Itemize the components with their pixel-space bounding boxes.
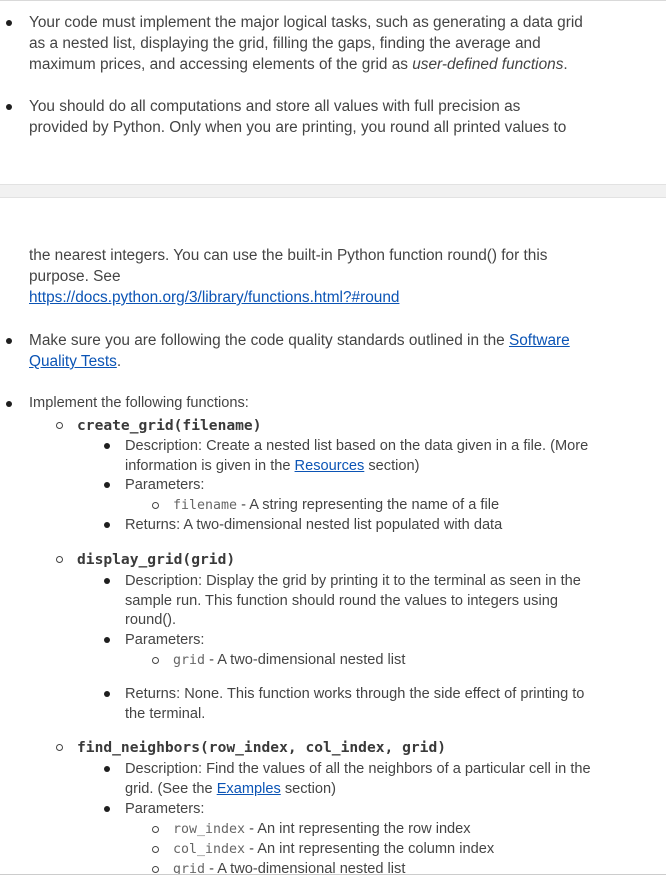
bullet-dot bbox=[104, 766, 110, 772]
param-code: row_index bbox=[173, 822, 246, 837]
period: . bbox=[116, 353, 122, 370]
bullet-dot bbox=[104, 482, 110, 488]
period: . bbox=[563, 56, 568, 73]
param-description: - A string representing the name of a file bbox=[241, 497, 500, 513]
bullet-dot bbox=[104, 443, 110, 449]
display-grid-parameters-label: Parameters: bbox=[125, 632, 205, 648]
create-grid-description bbox=[125, 437, 605, 476]
param-description: - A two-dimensional nested list bbox=[209, 861, 406, 875]
bullet-dot bbox=[6, 338, 12, 344]
resources-link[interactable]: Resources bbox=[294, 457, 365, 474]
function-name-create-grid: create_grid(filename) bbox=[77, 417, 262, 434]
sub-bullet-circle bbox=[56, 422, 63, 429]
param-code: grid bbox=[173, 653, 206, 668]
create-grid-returns: Returns: A two-dimensional nested list populated with data bbox=[125, 517, 503, 533]
bullet-1-line-3-text: maximum prices, and accessing elements of the grid as bbox=[29, 56, 408, 73]
bullet-1-line-1: Your code must implement the major logical tasks, such as generating a data grid bbox=[29, 14, 583, 31]
param-description: - An int representing the row index bbox=[249, 821, 471, 837]
param-code: filename bbox=[173, 498, 238, 513]
sub-bullet-circle bbox=[152, 826, 159, 833]
create-grid-description-line-2-end: section) bbox=[368, 457, 420, 474]
sub-bullet-circle bbox=[56, 556, 63, 563]
create-grid-parameters-label: Parameters: bbox=[125, 477, 205, 493]
bullet-3-line-1-text: Make sure you are following the code quality standards outlined in the bbox=[29, 332, 505, 349]
software-quality-tests-link-cont[interactable]: Quality Tests bbox=[29, 353, 117, 370]
bullet-2-line-3: the nearest integers. You can use the built-in Python function round() for this bbox=[29, 247, 548, 264]
display-grid-description-line-2: sample run. This function should round the values to integers using bbox=[125, 592, 558, 609]
bullet-2-line-1: You should do all computations and store all values with full precision as bbox=[29, 98, 521, 115]
function-name-find-neighbors: find_neighbors(row_index, col_index, grid) bbox=[77, 739, 447, 756]
software-quality-tests-link[interactable]: Software bbox=[508, 332, 570, 349]
bullet-1-line-2: as a nested list, displaying the grid, filling the gaps, finding the average and bbox=[29, 35, 541, 52]
display-grid-description bbox=[125, 572, 605, 631]
bullet-2-line-4: purpose. See bbox=[29, 268, 121, 285]
param-description: - A two-dimensional nested list bbox=[209, 652, 406, 668]
create-grid-description-line-1: Description: Create a nested list based on the data given in a file. (More bbox=[125, 438, 589, 454]
bullet-dot bbox=[104, 637, 110, 643]
sub-bullet-circle bbox=[152, 502, 159, 509]
bullet-2-line-2: provided by Python. Only when you are printing, you round all printed values to bbox=[29, 119, 567, 136]
bullet-dot bbox=[104, 578, 110, 584]
find-neighbors-description-line-2-end: section) bbox=[284, 780, 336, 797]
find-neighbors-param-grid bbox=[173, 860, 405, 875]
sub-bullet-circle bbox=[56, 744, 63, 751]
bullet-1-line-3 bbox=[29, 54, 605, 75]
page-break bbox=[0, 184, 666, 198]
bullet-2-text-part-1 bbox=[29, 96, 605, 138]
find-neighbors-parameters-label: Parameters: bbox=[125, 801, 205, 817]
bullet-dot bbox=[104, 691, 110, 697]
bullet-dot bbox=[6, 401, 12, 407]
bullet-2-text-part-2 bbox=[29, 245, 605, 308]
bullet-dot bbox=[6, 20, 12, 26]
sub-bullet-circle bbox=[152, 866, 159, 873]
display-grid-description-line-3: round(). bbox=[125, 612, 177, 628]
param-code: grid bbox=[173, 862, 206, 875]
param-code: col_index bbox=[173, 842, 246, 857]
function-name-display-grid: display_grid(grid) bbox=[77, 551, 236, 568]
bullet-3-text bbox=[29, 330, 605, 372]
find-neighbors-param-col-index bbox=[173, 840, 494, 860]
bullet-dot bbox=[104, 522, 110, 528]
bullet-1-text bbox=[29, 12, 605, 75]
examples-link[interactable]: Examples bbox=[216, 780, 281, 797]
bullet-dot bbox=[6, 104, 12, 110]
document-page-1 bbox=[0, 0, 666, 185]
find-neighbors-description bbox=[125, 760, 605, 799]
sub-bullet-circle bbox=[152, 657, 159, 664]
find-neighbors-description-line-1: Description: Find the values of all the neighbors of a particular cell in the bbox=[125, 761, 591, 777]
param-description: - An int representing the column index bbox=[249, 841, 495, 857]
create-grid-description-line-2: information is given in the bbox=[125, 457, 291, 474]
bullet-4-intro: Implement the following functions: bbox=[29, 395, 249, 411]
find-neighbors-param-row-index bbox=[173, 820, 471, 840]
display-grid-returns bbox=[125, 685, 605, 724]
create-grid-param-filename bbox=[173, 496, 499, 516]
display-grid-param-grid bbox=[173, 651, 405, 671]
sub-bullet-circle bbox=[152, 846, 159, 853]
bullet-dot bbox=[104, 806, 110, 812]
python-round-docs-link[interactable]: https://docs.python.org/3/library/functions.html?#round bbox=[29, 289, 400, 306]
document-page-2 bbox=[0, 198, 666, 875]
display-grid-returns-line-1: Returns: None. This function works through the side effect of printing to bbox=[125, 686, 585, 702]
find-neighbors-description-line-2: grid. (See the bbox=[125, 780, 213, 797]
display-grid-returns-line-2: the terminal. bbox=[125, 705, 206, 722]
display-grid-description-line-1: Description: Display the grid by printing it to the terminal as seen in the bbox=[125, 573, 581, 589]
user-defined-functions-italic: user-defined functions bbox=[412, 56, 564, 73]
